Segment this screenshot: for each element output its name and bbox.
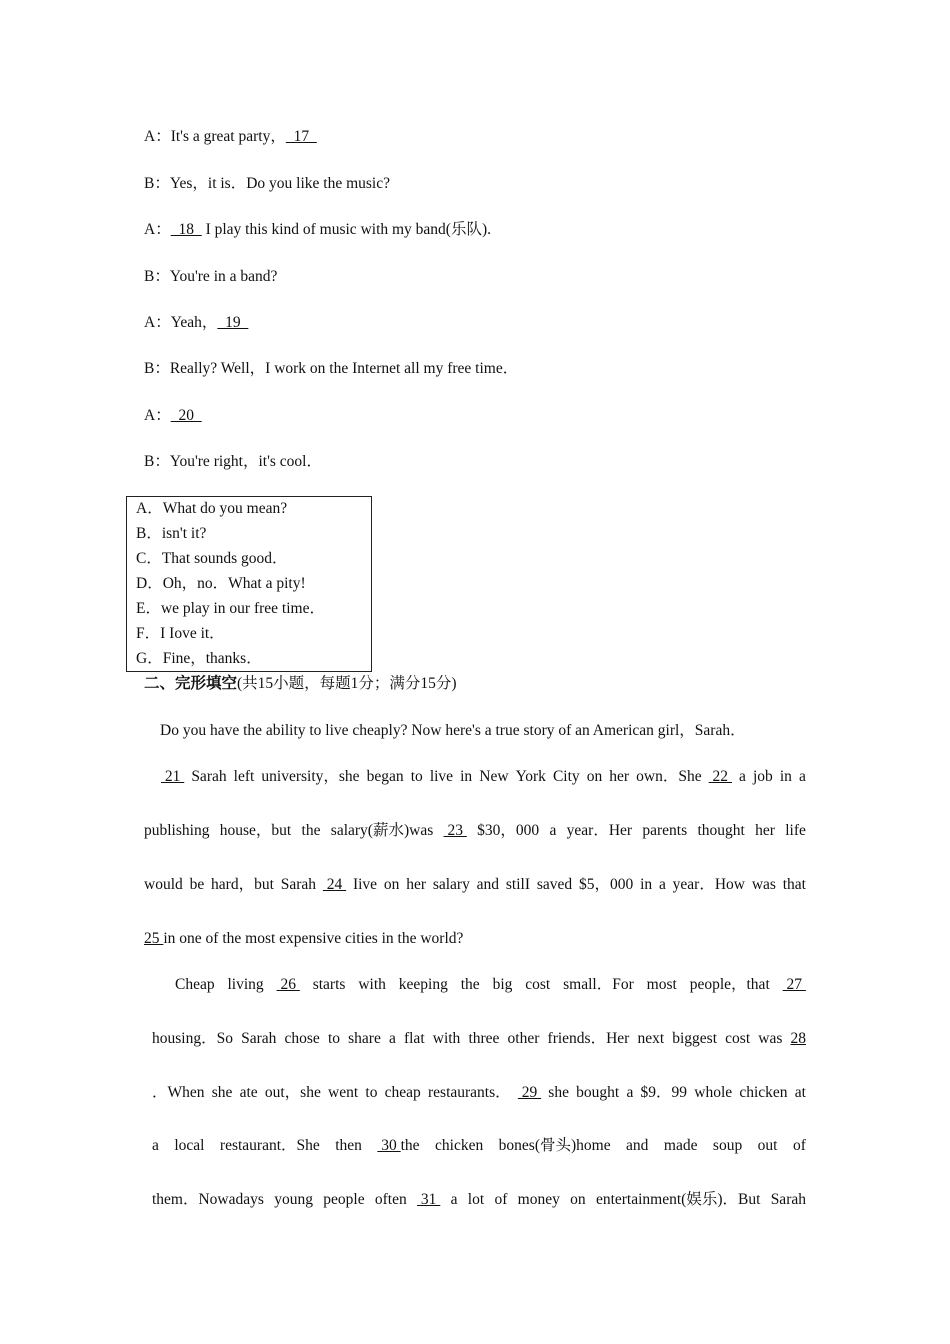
passage-word: friends．Her: [547, 1030, 630, 1047]
passage-word: restaurants．: [428, 1084, 511, 1101]
passage-word: life: [785, 822, 806, 839]
passage-word: publishing: [144, 822, 210, 839]
dialogue-text: B：You're in a band?: [144, 268, 278, 285]
passage-word: [277, 975, 300, 995]
blank-25[interactable]: 25: [144, 930, 164, 947]
passage-word: whole: [694, 1084, 733, 1101]
dialogue-line: [144, 174, 390, 194]
dialogue-text: A：: [144, 221, 171, 238]
blank-24[interactable]: 24: [322, 876, 347, 893]
passage-word: of: [792, 1137, 806, 1154]
passage-word: went: [328, 1084, 359, 1101]
section-heading: [144, 674, 457, 694]
dialogue-text: A：Yeah，: [144, 314, 218, 331]
passage-word: cost: [525, 976, 551, 993]
passage-word: job: [752, 768, 773, 785]
passage-intro: Do you have the ability to live cheaply? Now here's a true story of an American girl，Sarah．: [160, 722, 746, 739]
passage-word: house，but: [219, 822, 292, 839]
passage-word: [518, 1083, 541, 1103]
passage-word: out: [757, 1137, 778, 1154]
passage-word: a: [549, 822, 557, 839]
passage-word: be: [189, 876, 205, 893]
passage-word: on: [570, 1191, 586, 1208]
passage-word: entertainment(娱乐)．But: [595, 1191, 761, 1208]
dialogue-line: [144, 127, 317, 147]
passage-word: left: [233, 768, 255, 785]
passage-word: chicken: [435, 1137, 484, 1154]
passage-word: her: [406, 876, 426, 893]
passage-word: ．When: [152, 1084, 205, 1101]
passage-word: a: [738, 768, 746, 785]
passage-word: [790, 1029, 806, 1049]
passage-word: $5，000: [578, 876, 634, 893]
passage-line: [152, 1029, 806, 1049]
dialogue-line: [144, 267, 277, 287]
passage-word: Cheap: [175, 976, 215, 993]
passage-word: and: [626, 1137, 649, 1154]
passage-word: began: [366, 768, 404, 785]
passage-word: housing．So: [152, 1030, 233, 1047]
passage-word: hard，but: [211, 876, 274, 893]
blank-23[interactable]: 23: [443, 822, 467, 839]
passage-word: a: [626, 1084, 634, 1101]
passage-word: her: [755, 822, 775, 839]
passage-word: starts: [312, 976, 346, 993]
passage-word: share: [348, 1030, 381, 1047]
blank-21[interactable]: 21: [161, 768, 185, 785]
passage-word: thought: [697, 822, 745, 839]
passage-word: cheap: [384, 1084, 421, 1101]
blank-31[interactable]: 31: [417, 1191, 441, 1208]
passage-word: she: [548, 1084, 569, 1101]
passage-word: and: [476, 876, 500, 893]
passage-word: stilI: [505, 876, 531, 893]
passage-word: [417, 1190, 440, 1210]
passage-word: saved: [536, 876, 573, 893]
passage-line: [144, 821, 806, 841]
passage-word: a: [798, 768, 806, 785]
passage-word: people: [323, 1191, 365, 1208]
passage-word: $9．99: [640, 1084, 688, 1101]
passage-word: soup: [712, 1137, 743, 1154]
passage-text: in one of the most expensive cities in the world?: [163, 930, 464, 947]
option-item: F．I Iove it．: [136, 625, 225, 642]
passage-word: $30，000: [477, 822, 540, 839]
section-title: 二、完形填空: [144, 675, 238, 692]
passage-word: then: [335, 1137, 362, 1154]
answer-blank[interactable]: 19: [217, 314, 249, 331]
passage-word: on: [586, 768, 603, 785]
passage-word: City: [552, 768, 580, 785]
blank-28[interactable]: 28: [790, 1030, 806, 1047]
passage-line: [152, 1083, 806, 1103]
passage-line: [144, 875, 806, 895]
option-item: D．Oh，no．What a pity!: [136, 575, 306, 592]
passage-word: a: [450, 1191, 458, 1208]
dialogue-text: I play this kind of music with my band(乐队).: [201, 221, 492, 238]
passage-word: with: [432, 1030, 461, 1047]
passage-word: year．How: [672, 876, 745, 893]
blank-29[interactable]: 29: [517, 1084, 542, 1101]
passage-word: year．Her: [566, 822, 633, 839]
passage-word: was: [751, 876, 776, 893]
passage-word: in: [460, 768, 473, 785]
dialogue-text: A：: [144, 407, 171, 424]
passage-word: to: [327, 1030, 340, 1047]
passage-word: Sarah: [241, 1030, 277, 1047]
passage-word: Sarah: [770, 1191, 806, 1208]
passage-word: a: [658, 876, 666, 893]
passage-word: big: [492, 976, 513, 993]
option-item: B．isn't it?: [136, 525, 207, 542]
passage-word: on: [383, 876, 400, 893]
passage-word: ate: [239, 1084, 258, 1101]
passage-word: Sarah: [280, 876, 317, 893]
passage-word: to: [410, 768, 423, 785]
passage-word: out，she: [264, 1084, 321, 1101]
passage-word: York: [515, 768, 546, 785]
passage-word: university，she: [261, 768, 360, 785]
dialogue-line: [144, 452, 322, 472]
dialogue-text: A：It's a great party，: [144, 128, 286, 145]
passage-word: flat: [403, 1030, 425, 1047]
passage-word: bones(骨头)home: [498, 1137, 611, 1154]
passage-word: cost: [725, 1030, 751, 1047]
passage-word: [161, 767, 184, 787]
passage-word: New: [479, 768, 509, 785]
passage-word: to: [365, 1084, 378, 1101]
blank-26[interactable]: 26: [276, 976, 300, 993]
passage-word: local: [174, 1137, 205, 1154]
passage-line: [152, 1190, 806, 1210]
passage-word: them．Nowadays: [152, 1191, 264, 1208]
passage-word: biggest: [672, 1030, 718, 1047]
passage-word: chose: [284, 1030, 320, 1047]
passage-word: [783, 975, 806, 995]
passage-word: a: [388, 1030, 396, 1047]
answer-blank[interactable]: 17: [285, 128, 317, 145]
passage-word: a: [152, 1137, 159, 1154]
section-note: (共15小题，每题1分；满分15分): [237, 675, 457, 692]
passage-word: most: [646, 976, 677, 993]
passage-word: own．She: [636, 768, 702, 785]
passage-word: Iive: [352, 876, 378, 893]
passage-word: 30 the: [377, 1137, 420, 1154]
blank-22[interactable]: 22: [708, 768, 732, 785]
dialogue-text: B：You're right，it's cool．: [144, 453, 322, 470]
option-item: E．we play in our free time．: [136, 600, 325, 617]
passage-word: in: [779, 768, 792, 785]
option-item: C．That sounds good．: [136, 550, 288, 567]
passage-line: [175, 975, 806, 995]
passage-word: chicken: [739, 1084, 788, 1101]
option-item: G．Fine，thanks．: [136, 650, 262, 667]
passage-word: restaurant．She: [219, 1137, 320, 1154]
passage-line: [161, 767, 806, 787]
passage-word: often: [374, 1191, 407, 1208]
dialogue-line: [144, 359, 518, 379]
passage-word: three: [468, 1030, 500, 1047]
passage-line: [144, 929, 463, 949]
passage-word: in: [640, 876, 653, 893]
passage-word: other: [507, 1030, 540, 1047]
passage-word: salary(薪水)was: [330, 822, 434, 839]
passage-word: Sarah: [191, 768, 227, 785]
passage-word: the: [301, 822, 321, 839]
answer-blank[interactable]: 20: [170, 407, 202, 424]
passage-word: live: [429, 768, 454, 785]
passage-word: people，that: [689, 976, 770, 993]
passage-word: that: [782, 876, 806, 893]
passage-word: [444, 821, 467, 841]
passage-word: next: [637, 1030, 665, 1047]
passage-word: lot: [467, 1191, 485, 1208]
dialogue-line: [144, 406, 202, 426]
passage-word: parents: [642, 822, 688, 839]
passage-word: with: [358, 976, 386, 993]
passage-word: bought: [576, 1084, 620, 1101]
passage-word: was: [758, 1030, 783, 1047]
dialogue-text: B：Really? Well，I work on the Internet all my free time．: [144, 360, 519, 377]
dialogue-line: [144, 220, 491, 240]
passage-word: [709, 767, 732, 787]
passage-word: would: [144, 876, 183, 893]
options-box: [126, 496, 372, 672]
passage-word: young: [274, 1191, 313, 1208]
passage-word: keeping: [398, 976, 448, 993]
passage-word: small．For: [563, 976, 634, 993]
option-item: A．What do you mean?: [136, 500, 288, 517]
passage-word: money: [517, 1191, 560, 1208]
dialogue-text: B：Yes，it is．Do you like the music?: [144, 175, 390, 192]
passage-line: [152, 1136, 806, 1156]
blank-27[interactable]: 27: [782, 976, 806, 993]
passage-word: made: [663, 1137, 698, 1154]
passage-word: at: [794, 1084, 806, 1101]
passage-word: the: [460, 976, 480, 993]
passage-word: she: [211, 1084, 233, 1101]
passage-word: of: [494, 1191, 508, 1208]
passage-word: salary: [432, 876, 470, 893]
passage-word: living: [227, 976, 264, 993]
dialogue-line: [144, 313, 248, 333]
answer-blank[interactable]: 18: [170, 221, 202, 238]
blank-30[interactable]: 30: [377, 1137, 401, 1154]
passage-word: [323, 875, 346, 895]
passage-word: her: [609, 768, 630, 785]
